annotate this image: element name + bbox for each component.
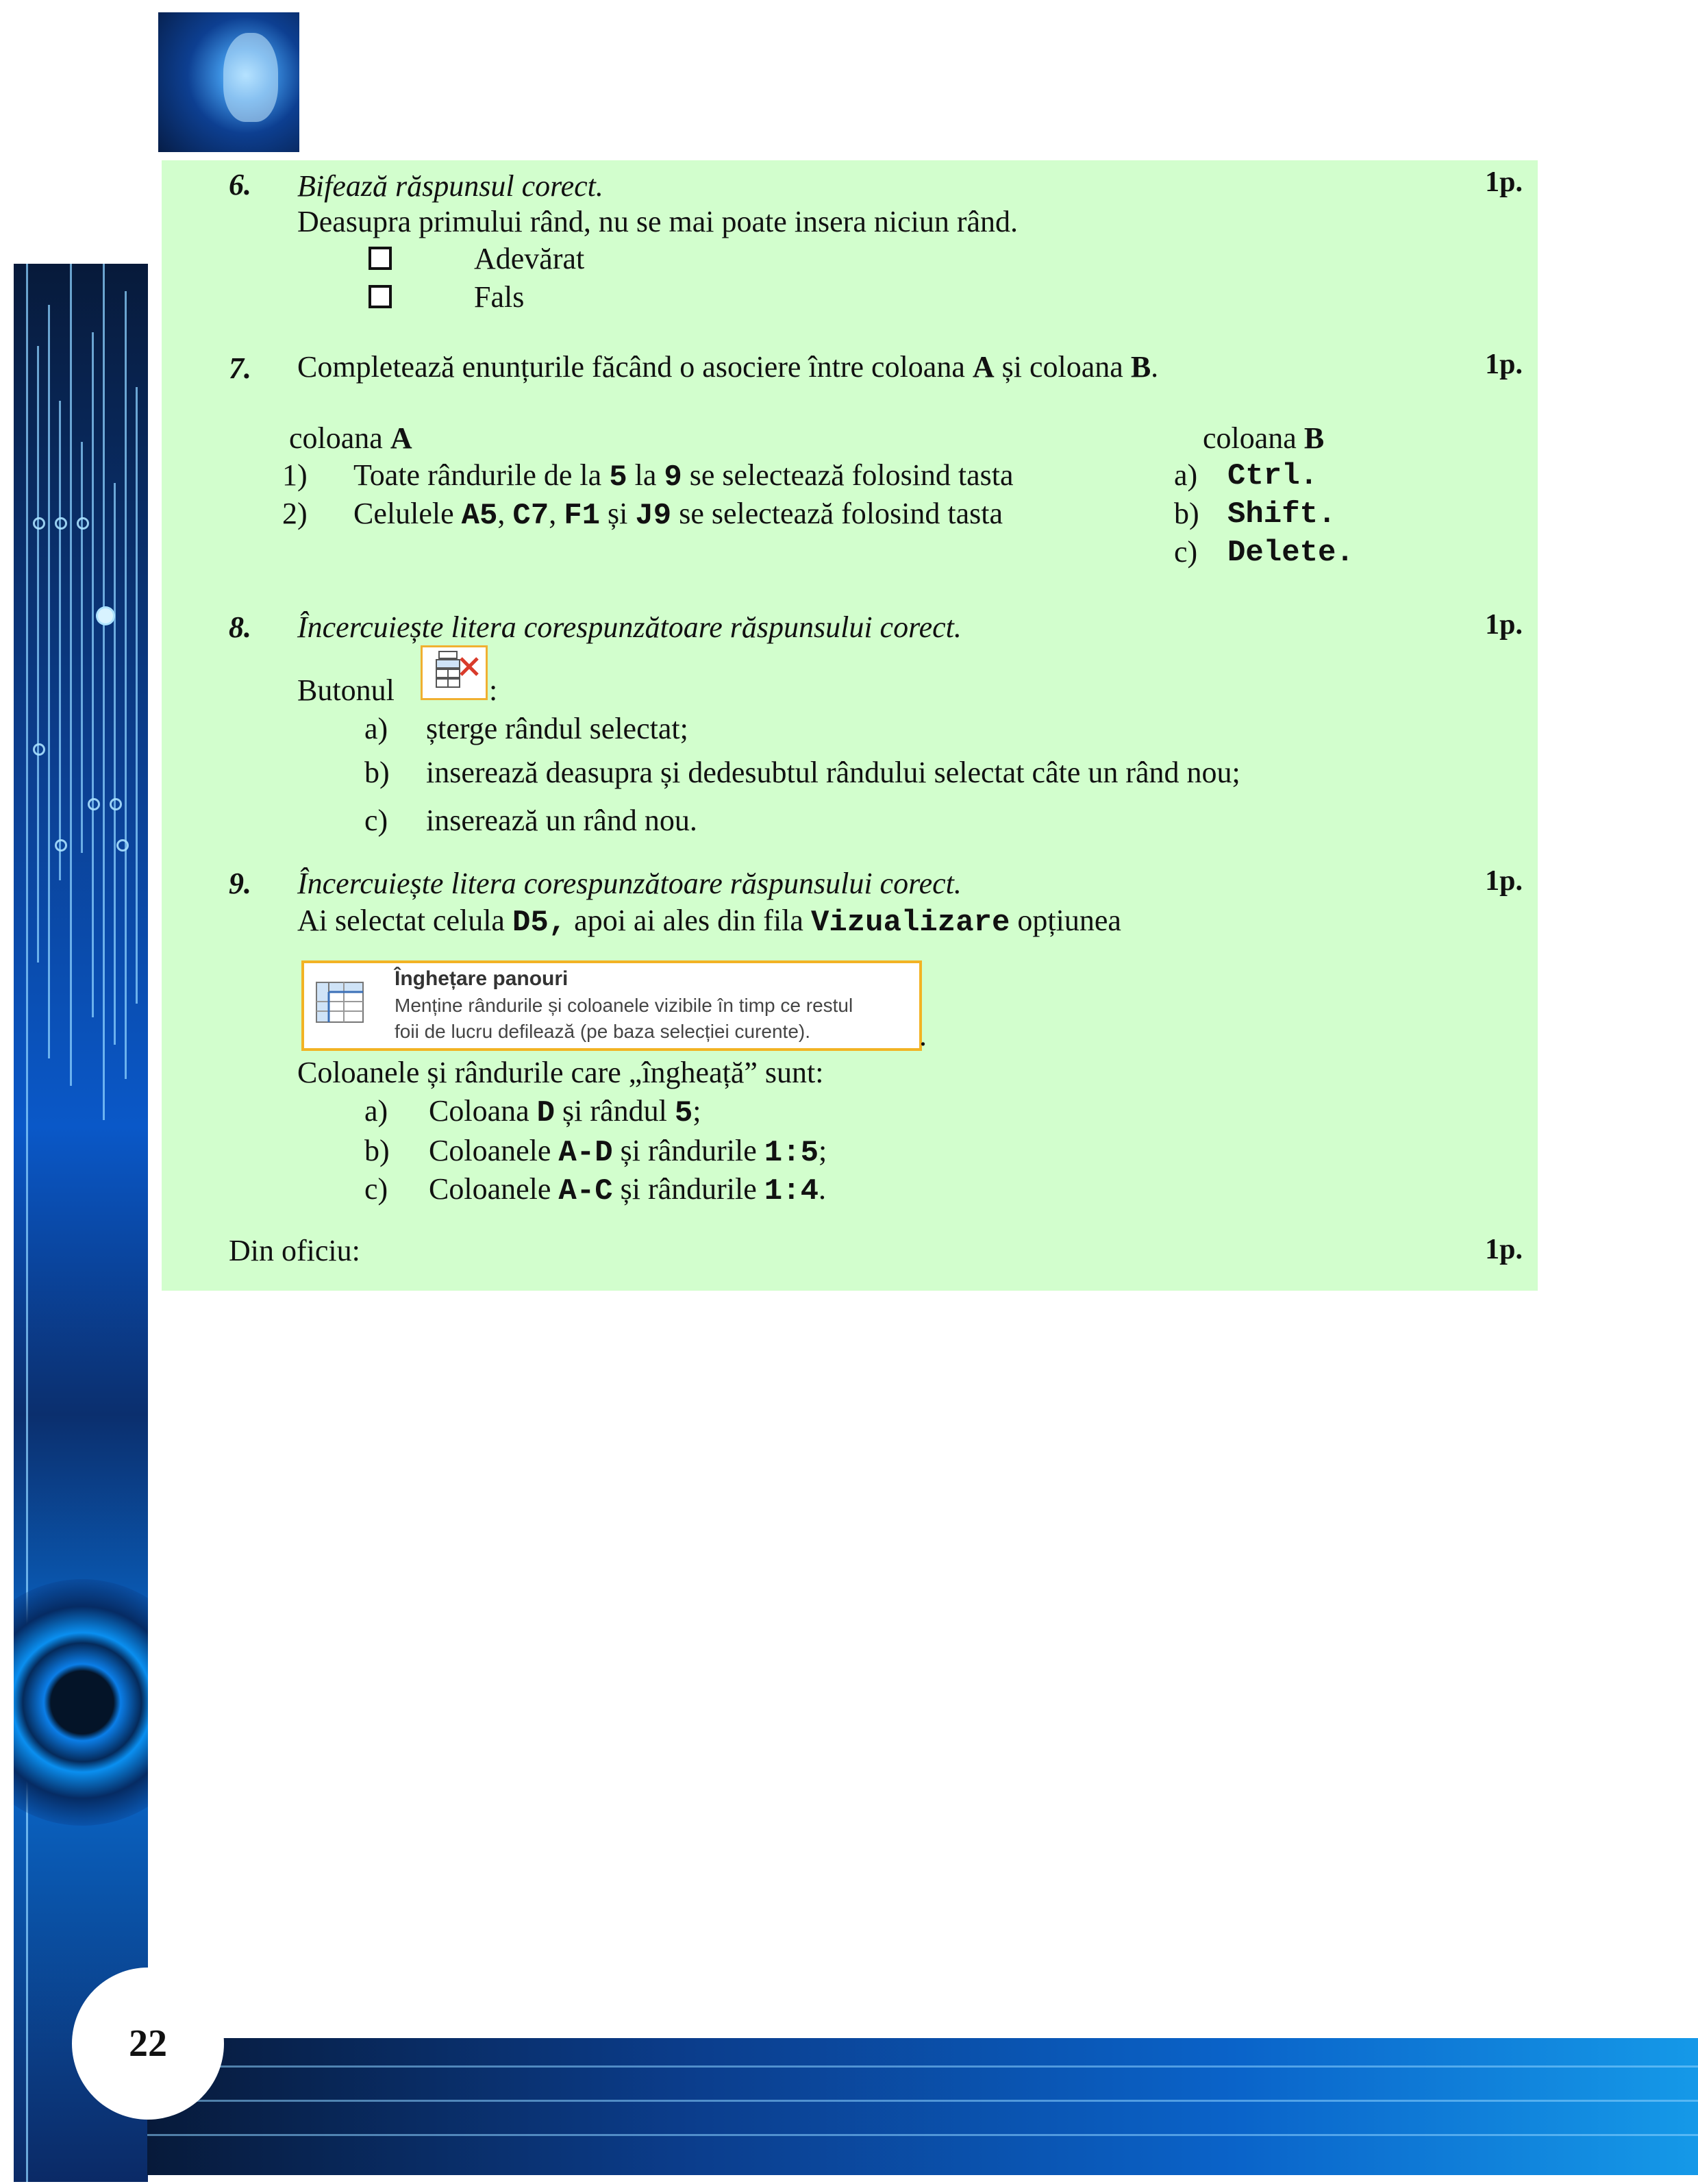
q7-key-c-label: c) xyxy=(1174,535,1198,569)
din-oficiu-points: 1p. xyxy=(1485,1234,1523,1265)
bottom-decoration xyxy=(147,2038,1698,2175)
header-image xyxy=(158,12,299,152)
q6-points: 1p. xyxy=(1485,166,1523,198)
q8-option-c-label[interactable]: c) xyxy=(364,804,388,837)
q7-points: 1p. xyxy=(1485,349,1523,380)
q8-option-c-text: inserează un rând nou. xyxy=(426,804,697,837)
q9-option-a-text: Coloana D și rândul 5; xyxy=(429,1094,701,1130)
q6-instruction: Bifează răspunsul corect. xyxy=(297,169,603,203)
q8-colon: : xyxy=(489,673,498,707)
q9-question: Coloanele și rândurile care „îngheață” sunt: xyxy=(297,1056,824,1089)
q9-option-a-label[interactable]: a) xyxy=(364,1094,388,1128)
q7-key-c: Delete. xyxy=(1227,536,1354,570)
freeze-panes-desc-line1: Menține rândurile și coloanele vizibile în timp ce restul xyxy=(395,995,853,1016)
q9-option-c-text: Coloanele A-C și rândurile 1:4. xyxy=(429,1172,826,1208)
din-oficiu-label: Din oficiu: xyxy=(229,1234,360,1267)
q8-points: 1p. xyxy=(1485,609,1523,641)
q7-key-a-label: a) xyxy=(1174,458,1198,492)
q9-after-box: . xyxy=(919,1019,927,1052)
page-number-badge xyxy=(72,1968,224,2120)
delete-rows-icon xyxy=(421,645,488,700)
q6-option-false: Fals xyxy=(474,280,525,314)
q8-instruction: Încercuiește litera corespunzătoare răspunsului corect. xyxy=(297,610,962,644)
freeze-panes-title: Înghețare panouri xyxy=(395,967,569,990)
q7-row2-label: 2) xyxy=(282,497,308,530)
q9-option-c-label[interactable]: c) xyxy=(364,1172,388,1206)
q7-column-b-header: coloana B xyxy=(1203,421,1325,455)
q8-option-b-text: inserează deasupra și dedesubtul rândului selectat câte un rând nou; xyxy=(426,756,1240,789)
q8-option-a-label[interactable]: a) xyxy=(364,712,388,745)
q6-option-true: Adevărat xyxy=(474,242,585,275)
q9-instruction: Încercuiește litera corespunzătoare răspunsului corect. xyxy=(297,867,962,900)
q6-number: 6. xyxy=(229,168,251,201)
q6-checkbox-false[interactable] xyxy=(369,285,392,308)
q7-row2-text: Celulele A5, C7, F1 și J9 se selectează folosind tasta xyxy=(353,497,1003,533)
freeze-panes-option xyxy=(301,960,922,1051)
q7-instruction: Completează enunțurile făcând o asociere între coloana A și coloana B. xyxy=(297,350,1159,384)
q9-number: 9. xyxy=(229,867,251,900)
q8-option-a-text: șterge rândul selectat; xyxy=(426,712,688,745)
exercise-panel xyxy=(162,160,1538,1291)
q6-statement: Deasupra primului rând, nu se mai poate insera niciun rând. xyxy=(297,205,1019,238)
q8-button-text: Butonul xyxy=(297,673,395,707)
freeze-panes-desc-line2: foii de lucru defilează (pe baza selecției curente). xyxy=(395,1021,811,1042)
q8-number: 8. xyxy=(229,610,251,644)
q7-key-b: Shift. xyxy=(1227,497,1336,532)
q7-row1-text: Toate rândurile de la 5 la 9 se selectează folosind tasta xyxy=(353,458,1014,495)
q6-checkbox-true[interactable] xyxy=(369,247,392,270)
q9-context: Ai selectat celula D5, apoi ai ales din fila Vizualizare opțiunea xyxy=(297,904,1121,940)
q9-option-b-label[interactable]: b) xyxy=(364,1134,390,1167)
q8-option-b-label[interactable]: b) xyxy=(364,756,390,789)
q7-row1-label: 1) xyxy=(282,458,308,492)
q7-column-a-header: coloana A xyxy=(289,421,412,455)
q7-key-b-label: b) xyxy=(1174,497,1199,530)
page-number: 22 xyxy=(129,2022,167,2065)
q9-option-b-text: Coloanele A-D și rândurile 1:5; xyxy=(429,1134,827,1170)
q9-points: 1p. xyxy=(1485,865,1523,897)
side-decoration xyxy=(14,264,148,2182)
q7-number: 7. xyxy=(229,351,251,385)
freeze-panes-icon xyxy=(314,978,369,1030)
q7-key-a: Ctrl. xyxy=(1227,459,1319,493)
